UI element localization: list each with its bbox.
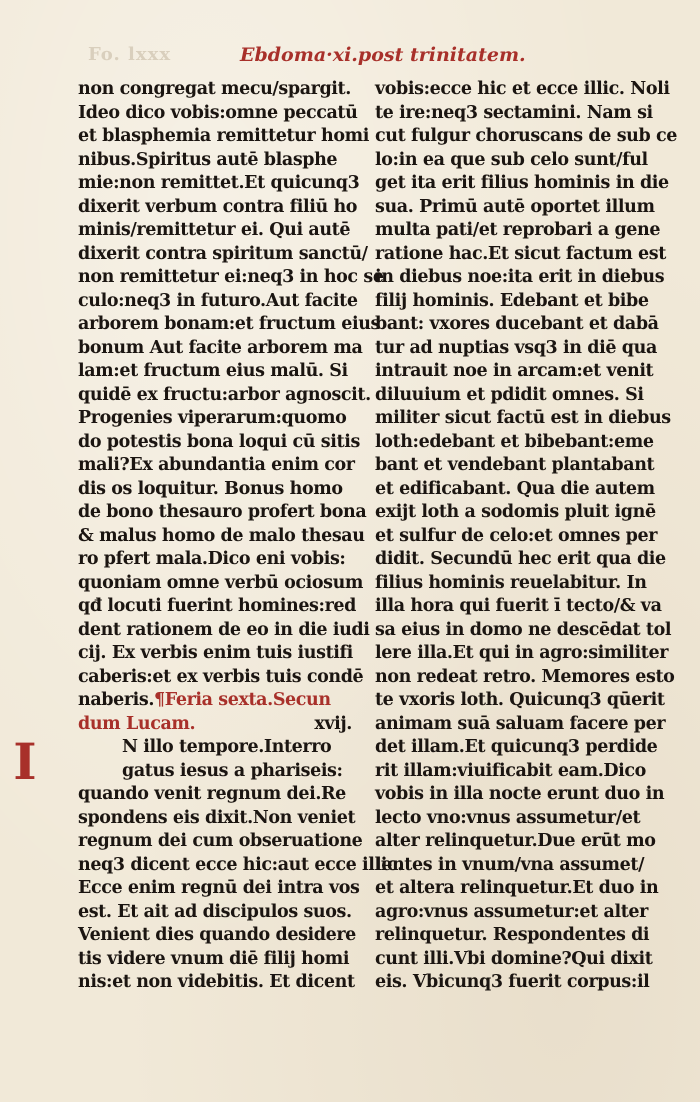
text-line: sua. Primū autē oportet illum xyxy=(375,196,655,217)
text-line: alter relinquetur.Due erūt mo xyxy=(375,831,656,851)
text-line-end: naberis. xyxy=(78,690,155,710)
text-line: lentes in vnum/vna assumet/ xyxy=(375,854,645,875)
text-line: non remittetur ei:neq3 in hoc se xyxy=(78,267,384,287)
text-line: dis os loquitur. Bonus homo xyxy=(78,478,343,499)
gospel-line: Venient dies quando desidere xyxy=(78,925,356,945)
text-line: sa eius in domo ne descēdat tol xyxy=(375,619,672,640)
text-line: bonum Aut facite arborem ma xyxy=(78,337,363,358)
gospel-line: Ecce enim regnū dei intra vos xyxy=(78,878,360,898)
text-line: illa hora qui fuerit ī tecto/& va xyxy=(375,596,662,616)
rubric-lucam: dum Lucam. xyxy=(78,713,196,734)
text-line: qđ locuti fuerint homines:red xyxy=(78,596,356,616)
text-line: eis. Vbicunq3 fuerit corpus:il xyxy=(375,972,650,992)
text-line: militer sicut factū est in diebus xyxy=(375,408,671,428)
rubric-feria: Feria sexta.Secun xyxy=(164,690,331,710)
text-line: didit. Secundū hec erit qua die xyxy=(375,549,666,569)
text-line: dent rationem de eo in die iudi xyxy=(78,619,370,640)
text-line: cij. Ex verbis enim tuis iustifi xyxy=(78,643,353,663)
text-line: non redeat retro. Memores esto xyxy=(375,666,675,687)
text-line: filij hominis. Edebant et bibe xyxy=(375,290,649,311)
text-line: et blasphemia remittetur homi xyxy=(78,126,369,146)
running-head: Ebdoma·xi.post trinitatem. xyxy=(240,44,526,66)
text-line: ro pfert mala.Dico eni vobis: xyxy=(78,549,346,569)
text-line: et sulfur de celo:et omnes per xyxy=(375,525,658,546)
text-line: vobis:ecce hic et ecce illic. Noli xyxy=(375,79,670,99)
gospel-line: neq3 dicent ecce hic:aut ecce illic. xyxy=(78,854,403,875)
text-line: relinquetur. Respondentes di xyxy=(375,925,650,945)
gospel-line: regnum dei cum obseruatione xyxy=(78,831,363,851)
text-line: cunt illi.Vbi domine?Qui dixit xyxy=(375,948,653,969)
text-line: quoniam omne verbū ociosum xyxy=(78,572,364,593)
text-line: do potestis bona loqui cū sitis xyxy=(78,431,360,452)
text-line: quidē ex fructu:arbor agnoscit. xyxy=(78,384,371,405)
text-line: dixerit contra spiritum sanctū/ xyxy=(78,243,368,264)
text-line: filius hominis reuelabitur. In xyxy=(375,572,647,593)
text-line: rit illam:viuificabit eam.Dico xyxy=(375,760,646,781)
gospel-line: est. Et ait ad discipulos suos. xyxy=(78,901,352,922)
text-line: in diebus noe:ita erit in diebus xyxy=(375,267,665,287)
text-line: det illam.Et quicunq3 perdide xyxy=(375,737,658,757)
text-line: mali?Ex abundantia enim cor xyxy=(78,455,355,475)
gospel-line: quando venit regnum dei.Re xyxy=(78,784,346,804)
text-line: lam:et fructum eius malū. Si xyxy=(78,361,348,381)
text-line: bant: vxores ducebant et dabā xyxy=(375,314,659,334)
gospel-line: N illo tempore.Interro xyxy=(122,737,332,757)
chapter-number: xvij. xyxy=(314,713,352,734)
left-column xyxy=(78,78,403,995)
text-line: diluuium et pdidit omnes. Si xyxy=(375,384,644,405)
text-line: exijt loth a sodomis pluit ignē xyxy=(375,502,656,522)
gospel-line: spondens eis dixit.Non veniet xyxy=(78,807,356,828)
text-line: cut fulgur choruscans de sub ce xyxy=(375,126,677,146)
text-line: minis/remittetur ei. Qui autē xyxy=(78,220,351,240)
text-line: dixerit verbum contra filiū ho xyxy=(78,196,358,217)
text-line: culo:neq3 in futuro.Aut facite xyxy=(78,290,358,311)
text-line: loth:edebant et bibebant:eme xyxy=(375,431,654,452)
gospel-line: tis videre vnum diē filij homi xyxy=(78,948,350,969)
gospel-line: nis:et non videbitis. Et dicent xyxy=(78,972,355,992)
text-line: Ideo dico vobis:omne peccatū xyxy=(78,102,358,123)
text-line: tur ad nuptias vsq3 in diē qua xyxy=(375,337,657,358)
text-line: Progenies viperarum:quomo xyxy=(78,408,347,428)
text-line: te ire:neq3 sectamini. Nam si xyxy=(375,102,653,123)
bleed-through-folio: Fo. lxxx xyxy=(88,44,172,65)
text-line: mie:non remittet.Et quicunq3 xyxy=(78,173,360,193)
text-line: & malus homo de malo thesau xyxy=(78,525,365,546)
gospel-line: gatus iesus a phariseis: xyxy=(122,760,343,781)
text-line: et altera relinquetur.Et duo in xyxy=(375,878,659,898)
text-line: agro:vnus assumetur:et alter xyxy=(375,901,648,922)
text-line: de bono thesauro profert bona xyxy=(78,502,367,522)
text-line: lo:in ea que sub celo sunt/ful xyxy=(375,149,648,170)
text-line: multa pati/et reprobari a gene xyxy=(375,220,661,240)
text-line: lecto vno:vnus assumetur/et xyxy=(375,807,641,828)
pilcrow-icon: ¶ xyxy=(154,690,165,710)
drop-cap-initial: I xyxy=(13,732,37,791)
text-line: ratione hac.Et sicut factum est xyxy=(375,243,666,264)
text-line: get ita erit filius hominis in die xyxy=(375,173,669,193)
text-line xyxy=(78,689,360,713)
text-line: nibus.Spiritus autē blasphe xyxy=(78,149,338,170)
text-line: te vxoris loth. Quicunq3 qūerit xyxy=(375,690,665,710)
text-line: intrauit noe in arcam:et venit xyxy=(375,361,654,381)
text-line: et edificabant. Qua die autem xyxy=(375,478,655,499)
text-line: caberis:et ex verbis tuis condē xyxy=(78,666,364,687)
text-line: animam suā saluam facere per xyxy=(375,713,666,734)
text-line: non congregat mecu/spargit. xyxy=(78,79,351,99)
text-line: lere illa.Et qui in agro:similiter xyxy=(375,643,669,663)
text-line: vobis in illa nocte erunt duo in xyxy=(375,784,665,804)
text-line: bant et vendebant plantabant xyxy=(375,455,655,475)
rubric-line xyxy=(78,713,360,737)
right-column xyxy=(375,78,677,995)
text-line: arborem bonam:et fructum eius xyxy=(78,314,380,334)
